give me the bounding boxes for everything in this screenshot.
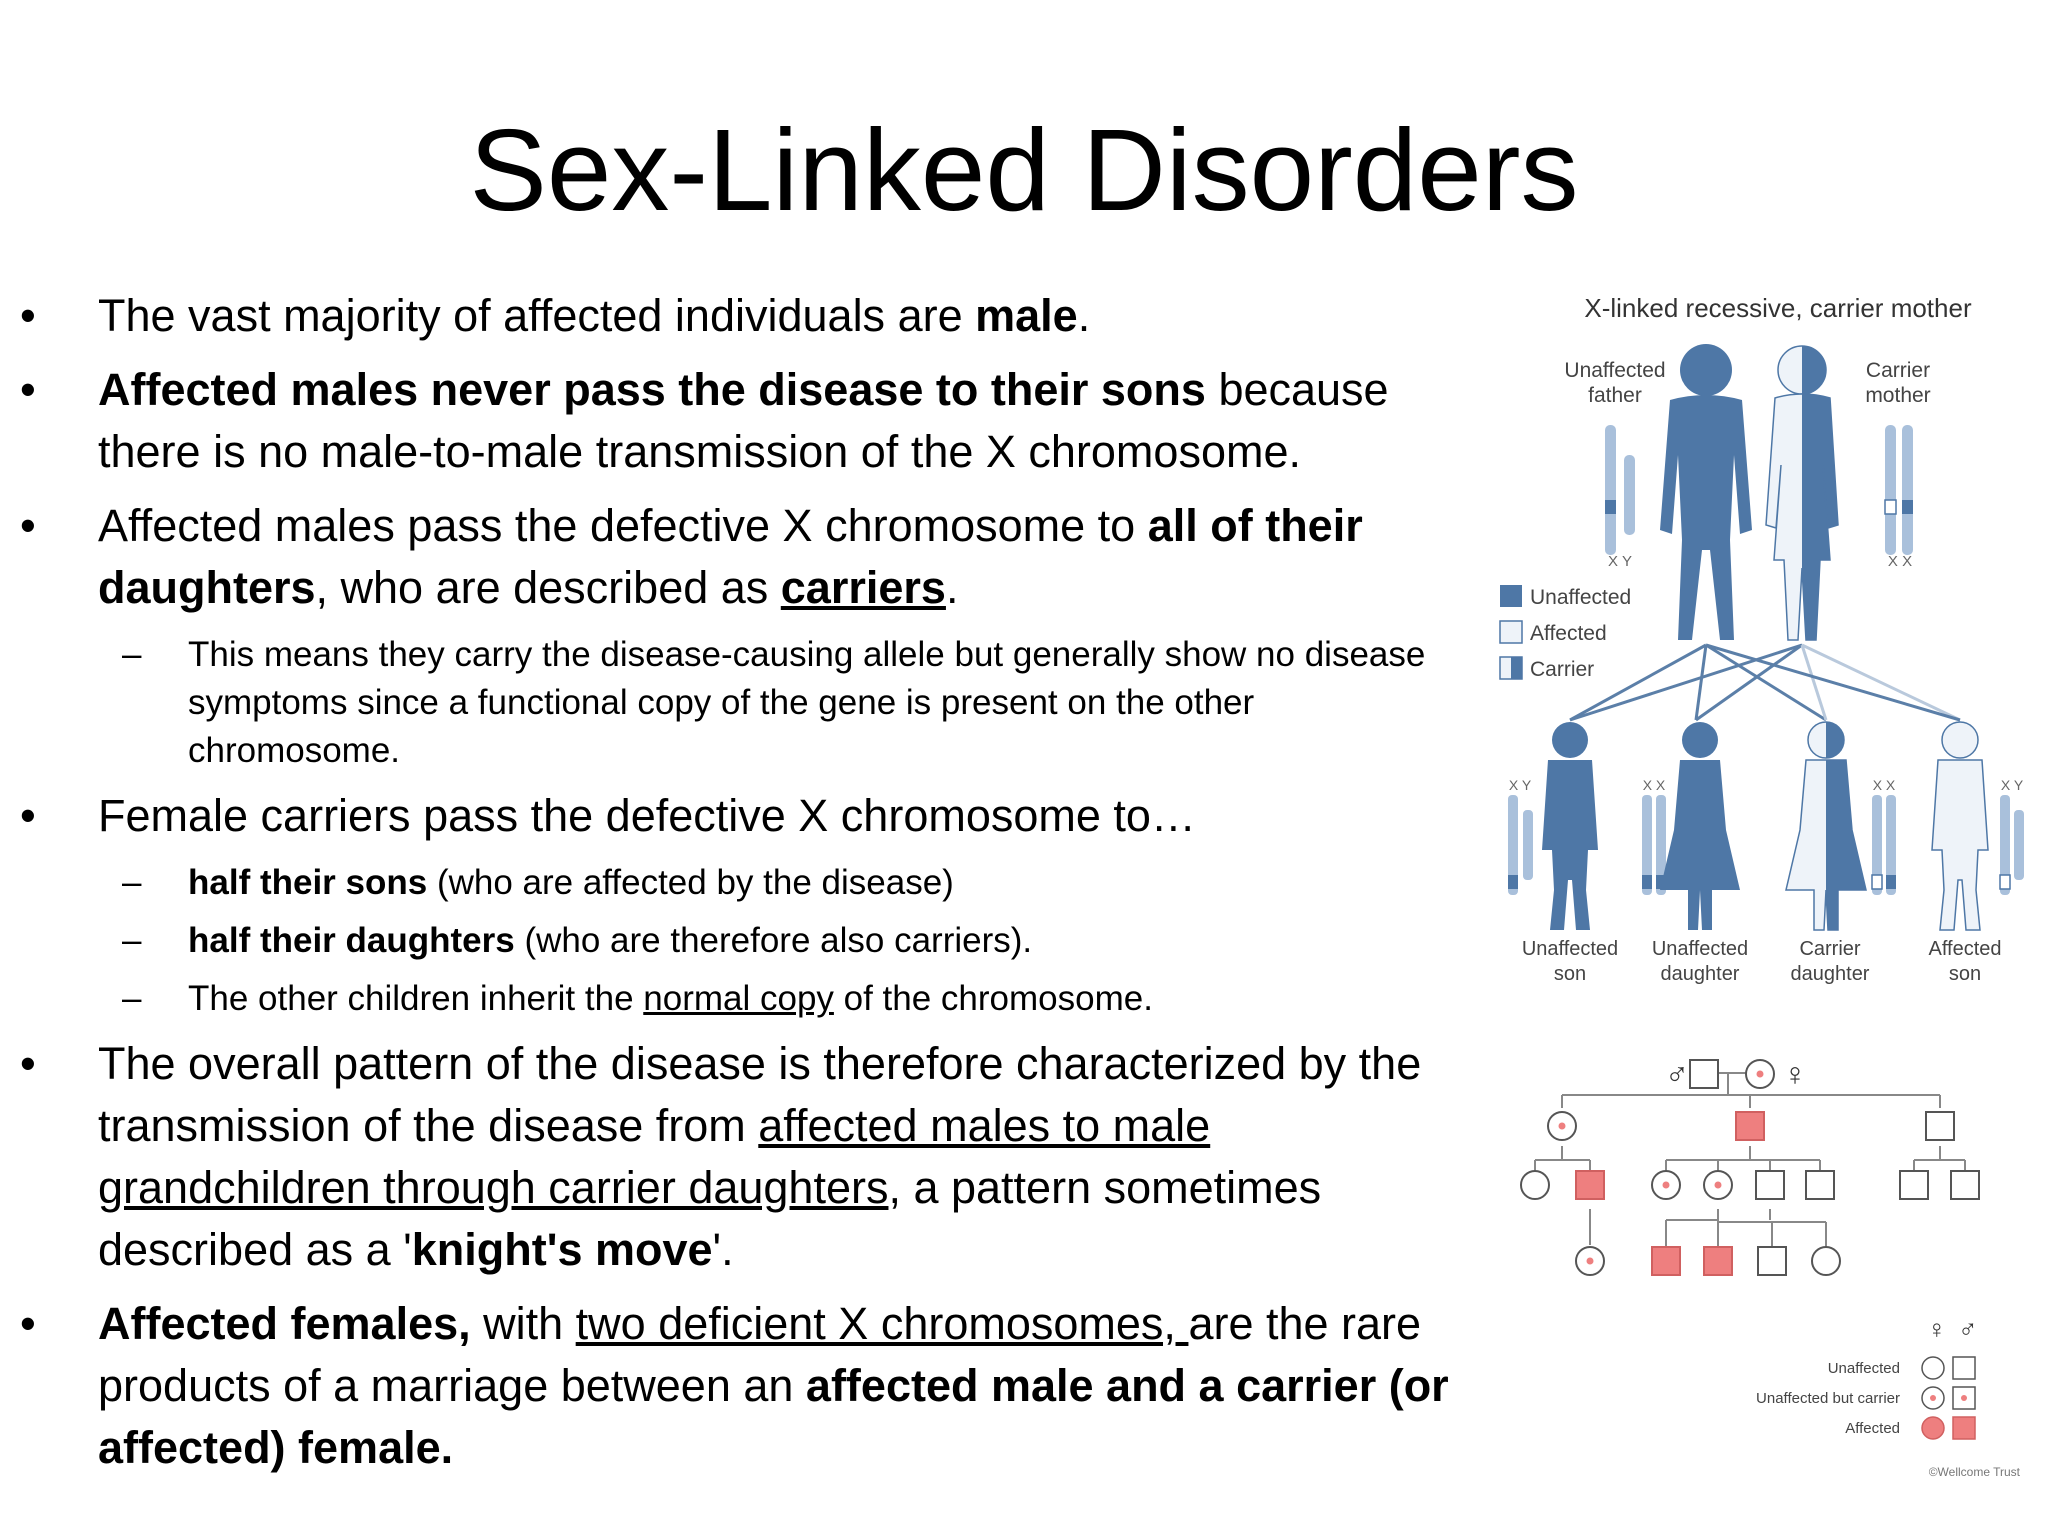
sub-bullet-item: – half their daughters (who are therefore also carriers). <box>0 917 1470 965</box>
father-figure <box>1660 344 1752 640</box>
svg-text:X X: X X <box>1872 777 1896 793</box>
bullet-item: • The vast majority of affected individuals are male. <box>0 285 1470 347</box>
svg-text:Unaffected: Unaffected <box>1827 1360 1900 1377</box>
pedigree-male-affected <box>1652 1247 1680 1275</box>
sub-bullet-item: – half their sons (who are affected by the disease) <box>0 859 1470 907</box>
sub-bullet-item: – The other children inherit the normal copy of the chromosome. <box>0 975 1470 1023</box>
pedigree-male-affected <box>1736 1112 1764 1140</box>
father-label-1: Unaffected <box>1564 359 1666 382</box>
female-symbol: ♀ <box>1783 1056 1807 1092</box>
pedigree-lines <box>1535 1073 1965 1247</box>
pedigree-male-affected <box>1576 1171 1604 1199</box>
svg-text:Unaffected: Unaffected <box>1530 586 1632 609</box>
figure-title: X-linked recessive, carrier mother <box>1584 293 1972 323</box>
inheritance-lines <box>1570 645 1960 720</box>
pedigree-male-unaffected <box>1758 1247 1786 1275</box>
svg-text:son: son <box>1948 963 1982 985</box>
svg-text:X Y: X Y <box>2000 777 2024 793</box>
svg-text:♀: ♀ <box>1927 1314 1947 1344</box>
pedigree-legend <box>1756 1314 2021 1479</box>
svg-text:daughter: daughter <box>1790 963 1870 985</box>
bullet-list <box>0 285 1470 1491</box>
figure1-legend <box>1500 585 1631 681</box>
pedigree-male-unaffected <box>1756 1171 1784 1199</box>
svg-text:Unaffected: Unaffected <box>1651 938 1749 960</box>
svg-text:X X: X X <box>1887 553 1913 570</box>
x-linked-inheritance-figure <box>1490 290 2038 1000</box>
svg-text:Unaffected: Unaffected <box>1521 938 1619 960</box>
svg-text:Carrier: Carrier <box>1799 938 1861 960</box>
svg-text:daughter: daughter <box>1660 963 1740 985</box>
pedigree-male-unaffected <box>1806 1171 1834 1199</box>
child-unaffected-son <box>1508 722 1618 985</box>
pedigree-male-unaffected <box>1690 1060 1718 1088</box>
child-carrier-daughter <box>1786 722 1896 985</box>
bullet-item: • The overall pattern of the disease is therefore characterized by the transmission of the disease from affected males to male grandchildren through carrier daughters, a pattern sometimes described as a 'knight's move'. <box>0 1033 1470 1281</box>
svg-text:♂: ♂ <box>1958 1314 1978 1344</box>
mother-label-1: Carrier <box>1865 359 1931 382</box>
father-chromosomes <box>1605 425 1635 570</box>
pedigree-female-unaffected <box>1812 1247 1840 1275</box>
male-symbol: ♂ <box>1665 1056 1689 1092</box>
svg-text:X X: X X <box>1642 777 1666 793</box>
svg-text:Unaffected but carrier: Unaffected but carrier <box>1756 1390 1900 1407</box>
svg-text:X Y: X Y <box>1608 553 1632 570</box>
svg-text:Carrier: Carrier <box>1530 658 1595 681</box>
mother-label-2: mother <box>1865 384 1931 407</box>
svg-text:Affected: Affected <box>1845 1420 1900 1437</box>
slide-title: Sex-Linked Disorders <box>469 105 1579 235</box>
pedigree-female-unaffected <box>1521 1171 1549 1199</box>
sub-bullet-item: – This means they carry the disease-causing allele but generally show no disease symptoms since a functional copy of the gene is present on the other chromosome. <box>0 631 1470 775</box>
child-unaffected-daughter <box>1642 722 1748 985</box>
svg-text:Affected: Affected <box>1530 622 1607 645</box>
pedigree-male-unaffected <box>1900 1171 1928 1199</box>
child-affected-son <box>1928 722 2024 985</box>
mother-figure <box>1766 346 1838 640</box>
svg-text:X Y: X Y <box>1508 777 1532 793</box>
pedigree-male-affected <box>1704 1247 1732 1275</box>
credit-text: ©Wellcome Trust <box>1928 1465 2020 1479</box>
svg-text:Affected: Affected <box>1928 938 2002 960</box>
pedigree-male-unaffected <box>1926 1112 1954 1140</box>
mother-chromosomes <box>1885 425 1913 570</box>
father-label-2: father <box>1588 384 1642 407</box>
bullet-item: • Affected females, with two deficient X chromosomes, are the rare products of a marriage between an affected male and a carrier (or affected) female. <box>0 1293 1470 1479</box>
pedigree-male-unaffected <box>1951 1171 1979 1199</box>
bullet-item: • Affected males pass the defective X chromosome to all of their daughters, who are described as carriers. <box>0 495 1470 619</box>
bullet-item: • Affected males never pass the disease to their sons because there is no male-to-male transmission of the X chromosome. <box>0 359 1470 483</box>
svg-text:son: son <box>1553 963 1587 985</box>
pedigree-chart <box>1490 1040 2038 1490</box>
bullet-item: • Female carriers pass the defective X chromosome to… <box>0 785 1470 847</box>
